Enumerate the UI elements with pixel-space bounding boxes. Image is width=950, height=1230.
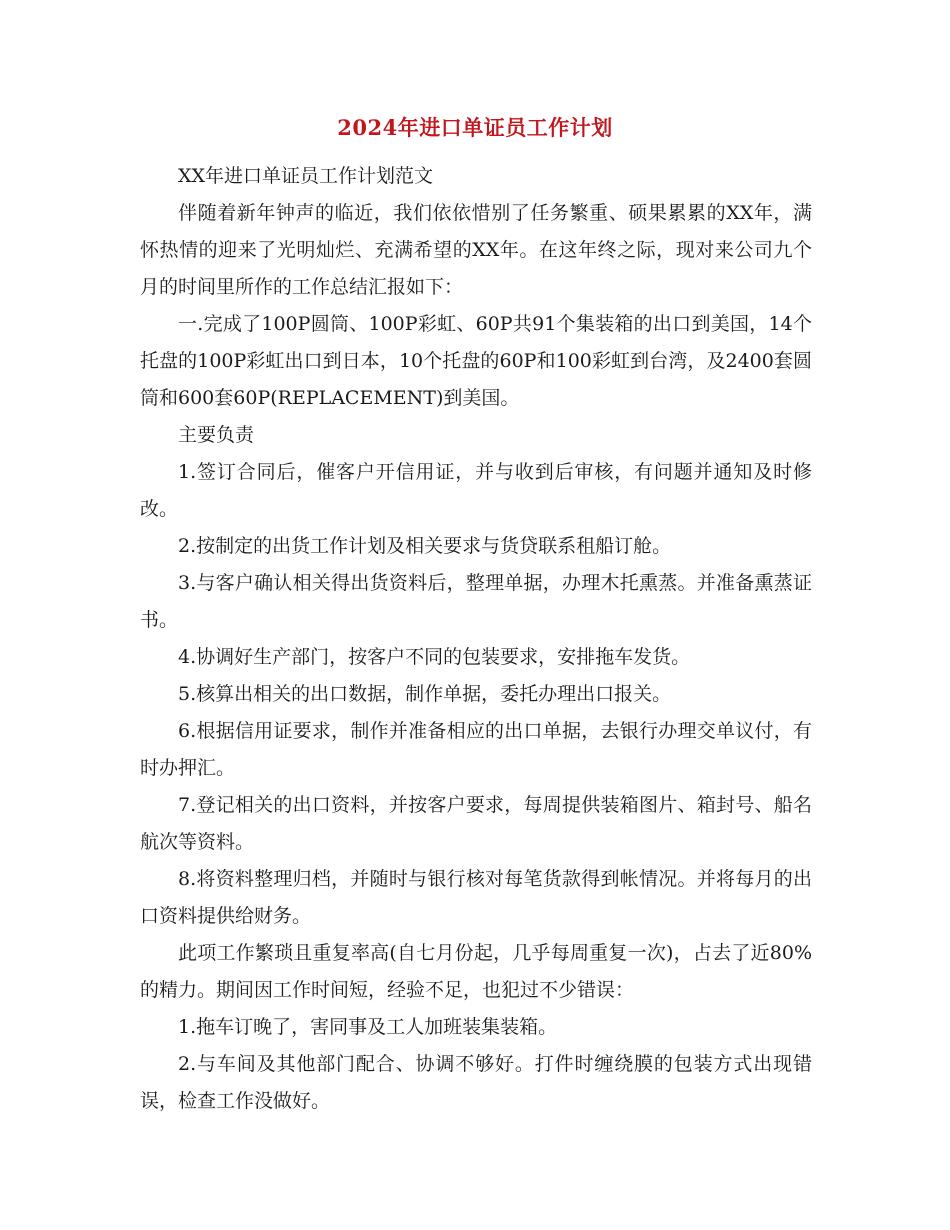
paragraph-mistake-1: 1.拖车订晚了，害同事及工人加班装集装箱。 xyxy=(178,1016,558,1038)
paragraph-duty-3: 3.与客户确认相关得出货资料后，整理单据，办理木托熏蒸。并准备熏蒸证书。 xyxy=(140,572,812,631)
document-title: 2024年进口单证员工作计划 xyxy=(337,115,613,140)
paragraph-duty-1: 1.签订合同后，催客户开信用证，并与收到后审核，有问题并通知及时修改。 xyxy=(140,461,812,520)
paragraph-mistake-2: 2.与车间及其他部门配合、协调不够好。打件时缠绕膜的包装方式出现错误，检查工作没做好。 xyxy=(140,1053,812,1112)
paragraph-duty-6: 6.根据信用证要求，制作并准备相应的出口单据，去银行办理交单议付，有时办押汇。 xyxy=(140,720,812,779)
paragraph-heading-duties: 主要负责 xyxy=(178,424,255,446)
paragraph-reflection: 此项工作繁琐且重复率高(自七月份起，几乎每周重复一次)，占去了近80%的精力。期间因工作时间短，经验不足，也犯过不少错误： xyxy=(140,942,812,1001)
paragraph-subtitle: XX年进口单证员工作计划范文 xyxy=(178,165,434,187)
paragraph-intro: 伴随着新年钟声的临近，我们依依惜别了任务繁重、硕果累累的XX年，满怀热情的迎来了光明灿烂、充满希望的XX年。在这年终之际，现对来公司九个月的时间里所作的工作总结汇报如下： xyxy=(140,202,812,298)
paragraph-duty-8: 8.将资料整理归档，并随时与银行核对每笔货款得到帐情况。并将每月的出口资料提供给财务。 xyxy=(140,868,812,927)
paragraph-achievement: 一.完成了100P圆筒、100P彩虹、60P共91个集装箱的出口到美国，14个托盘的100P彩虹出口到日本，10个托盘的60P和100彩虹到台湾，及2400套圆筒和600套60P(REPLACEMENT)到美国。 xyxy=(140,313,812,409)
paragraph-duty-2: 2.按制定的出货工作计划及相关要求与货贷联系租船订舱。 xyxy=(178,535,672,557)
paragraph-duty-5: 5.核算出相关的出口数据，制作单据，委托办理出口报关。 xyxy=(178,683,672,705)
paragraph-duty-4: 4.协调好生产部门，按客户不同的包装要求，安排拖车发货。 xyxy=(178,646,691,668)
document-body xyxy=(140,158,812,1120)
paragraph-duty-7: 7.登记相关的出口资料，并按客户要求，每周提供装箱图片、箱封号、船名航次等资料。 xyxy=(140,794,812,853)
